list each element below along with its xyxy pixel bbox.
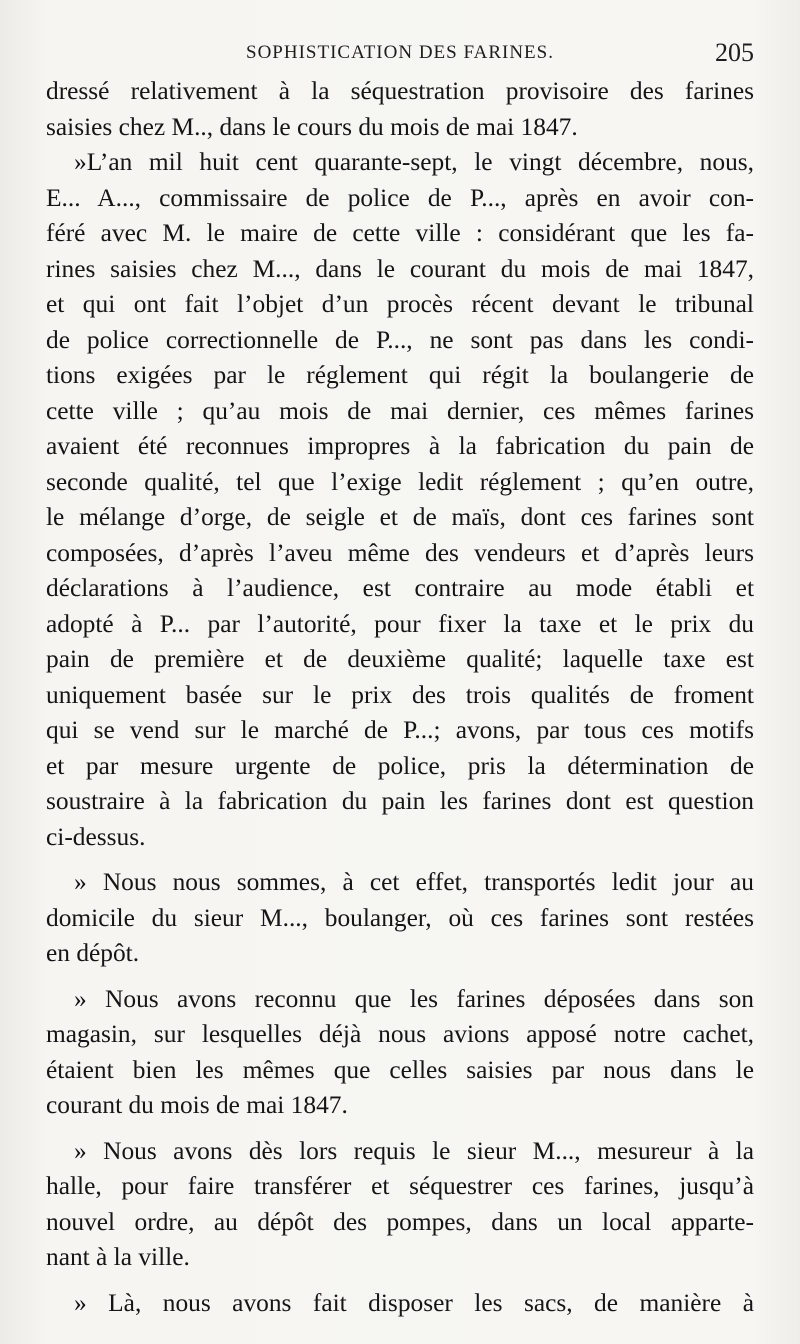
text-line: » Là, nous avons fait disposer les sacs, de manière à — [74, 1288, 754, 1317]
text-line: courant du mois de mai 1847. — [46, 1091, 348, 1119]
page-header — [46, 38, 754, 72]
text-line: »L’an mil huit cent quarante-sept, le vingt décembre, nous, — [74, 148, 754, 176]
text-line: » Nous avons reconnu que les farines déposées dans son — [74, 984, 754, 1013]
paragraph-gap — [46, 1124, 754, 1134]
text-line: magasin, sur lesquelles déjà nous avions apposé notre cachet, — [46, 1020, 754, 1048]
text-line: et par mesure urgente de police, pris la détermination de — [46, 751, 754, 780]
text-line: déclarations à l’audience, est contraire au mode établi et — [46, 574, 754, 602]
text-line: pain de première et de deuxième qualité; laquelle taxe est — [46, 645, 754, 673]
text-line: halle, pour faire transférer et séquestrer ces farines, jusqu’à — [46, 1172, 754, 1200]
text-line: E... A..., commissaire de police de P..., après en avoir con- — [46, 183, 754, 212]
text-line: avaient été reconnues impropres à la fabrication du pain de — [46, 432, 754, 460]
page-number: 205 — [715, 38, 754, 67]
text-line: ci-dessus. — [46, 822, 146, 851]
body-text — [46, 74, 754, 1321]
text-line: rines saisies chez M..., dans le courant du mois de mai 1847, — [46, 254, 754, 283]
text-line: étaient bien les mêmes que celles saisies par nous dans le — [46, 1055, 754, 1084]
paragraph-gap — [46, 972, 754, 982]
text-line: nouvel ordre, au dépôt des pompes, dans un local apparte- — [46, 1207, 754, 1236]
text-line: en dépôt. — [46, 939, 140, 967]
text-line: le mélange d’orge, de seigle et de maïs, dont ces farines sont — [46, 503, 754, 531]
text-line: qui se vend sur le marché de P...; avons, par tous ces motifs — [46, 716, 754, 744]
text-line: composées, d’après l’aveu même des vendeurs et d’après leurs — [46, 538, 754, 567]
text-line: tions exigées par le réglement qui régit la boulangerie de — [46, 361, 754, 389]
text-line: » Nous nous sommes, à cet effet, transportés ledit jour au — [74, 868, 754, 896]
text-line: dressé relativement à la séquestration provisoire des farines — [46, 77, 754, 105]
text-line: féré avec M. le maire de cette ville : considérant que les fa- — [46, 219, 754, 247]
text-line: de police correctionnelle de P..., ne sont pas dans les condi- — [46, 325, 754, 354]
text-line: et qui ont fait l’objet d’un procès récent devant le tribunal — [46, 290, 754, 318]
text-line: » Nous avons dès lors requis le sieur M..., mesureur à la — [74, 1136, 754, 1165]
paragraph-gap — [46, 855, 754, 865]
text-line: cette ville ; qu’au mois de mai dernier, ces mêmes farines — [46, 396, 754, 425]
text-line: soustraire à la fabrication du pain les farines dont est question — [46, 787, 754, 815]
text-line: adopté à P... par l’autorité, pour fixer la taxe et le prix du — [46, 609, 754, 638]
text-line: domicile du sieur M..., boulanger, où ces farines sont restées — [46, 903, 754, 932]
paragraph-gap — [46, 1276, 754, 1286]
text-line: seconde qualité, tel que l’exige ledit réglement ; qu’en outre, — [46, 467, 754, 496]
text-line: saisies chez M.., dans le cours du mois de mai 1847. — [46, 112, 578, 141]
text-line: nant à la ville. — [46, 1243, 190, 1271]
text-line: uniquement basée sur le prix des trois qualités de froment — [46, 680, 754, 709]
running-title: SOPHISTICATION DES FARINES. — [246, 42, 554, 63]
